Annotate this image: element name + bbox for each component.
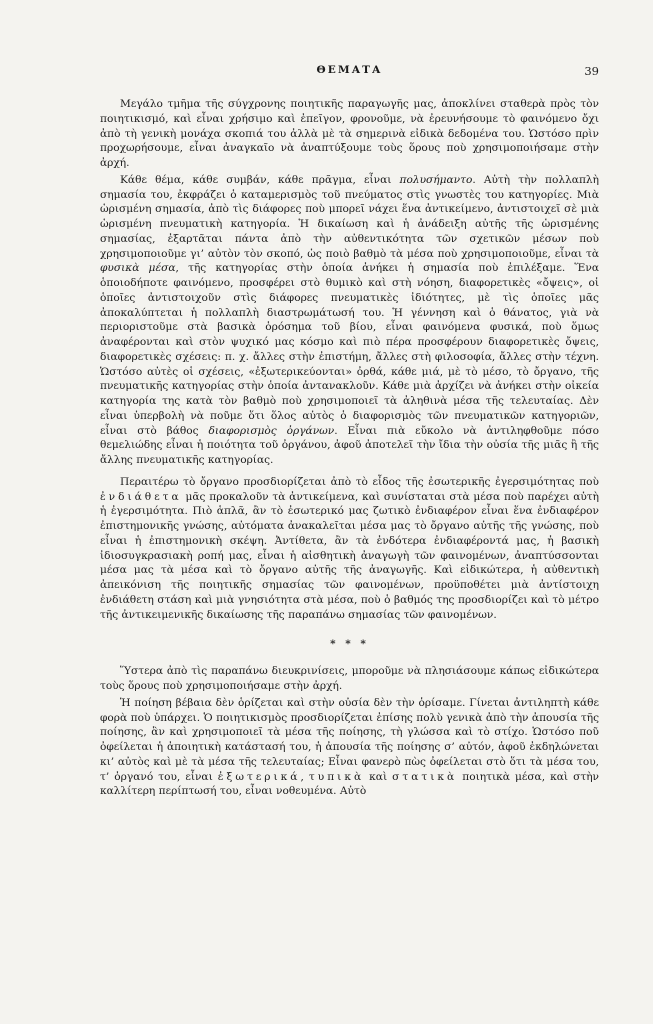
text-run: , τῆς κατηγορίας στὴν ὁποία ἀνήκει ἡ σημασία ποὺ ἐπιλέξαμε. Ἕνα ὁποιοδήποτε φαινόμενο, προσφέρει στὸ θυμικὸ καὶ στὴ νόηση, διαφορετικὲς «ὄψεις», οἱ ὁποῖες ἀντιστοιχοῦν στὶς διάφορες πνευματικὲς ἰδιότητες, μὲ τὶς ὁποῖες μᾶς ἀποκαλύπτεται ἡ πολλαπλὴ διαστρωμάτωσή του. Ἡ γέννηση καὶ ὁ θάνατος, γιὰ νὰ περιοριστοῦμε στὰ βασικὰ ὁρόσημα τοῦ βίου, εἶναι φαινόμενα φυσικά, ποὺ ὅμως ἀναφέρονται καὶ στὸν ψυχικό μας κόσμο καὶ πιὸ πέρα προσφέρουν διαφορετικὲς ὄψεις, διαφορετικὲς σχέσεις: π. χ. ἄλλες στὴν ἐπιστήμη, ἄλλες στὴ φιλοσοφία, ἄλλες στὴν τέχνη. Ὡστόσο αὐτὲς οἱ σχέσεις, «ἐξωτερικεύονται» ὀρθά, κάθε μιά, μὲ τὸ μέσο, τὸ ὄργανο, τῆς πνευματικῆς κατηγορίας στὴν ὁποία ἀντανακλοῦν. Κάθε μιὰ ἀρχίζει νὰ ἀνήκει στὴν οἰκεία κατηγορία της κατὰ τὸν βαθμὸ ποὺ χρησιμοποιεῖ τὰ ἀληθινὰ μέσα τῆς τελευταίας. Δὲν εἶναι ὑπερβολὴ νὰ ποῦμε ὅτι ὅλος αὐτὸς ὁ διαφορισμὸς τῶν πνευματικῶν κατηγοριῶν, εἶναι στὸ βάθος [100,262,599,437]
emphasis-differentiation-of-organs: διαφορισμὸς ὀργάνων [208,424,335,437]
page-header [100,64,599,80]
paragraph-organ [100,475,599,623]
text-run: μᾶς προκαλοῦν τὰ ἀντικείμενα, καὶ συνίσταται στὰ μέσα ποὺ παρέχει αὐτὴ ἡ ἐγερσιμότητα. Πιὸ ἁπλᾶ, ἂν τὸ ἐσωτερικό μας ζωτικὸ ἐνδιαφέρον εἶναι ἕνα ἐνδιαφέρον ἐπιστημονικῆς γνώσης, αὐτόματα ἀνακαλεῖται μέσα μας τὸ ὄργανο αὐτῆς τῆς γνώσης, ποὺ εἶναι ἡ ἐπιστημονικὴ σκέψη. Ἀντίθετα, ἂν τὰ ἐνδότερα ἐνδιαφέροντά μας, ἡ βασικὴ ἰδιοσυγκρασιακὴ ροπή μας, εἶναι ἡ αἰσθητικὴ ἀναγωγὴ τῶν φαινομένων, ἀναπτύσσονται μέσα μας τὰ μέσα καὶ τὸ ὄργανο αὐτῆς τῆς ἀναγωγῆς. Καὶ εἰδικώτερα, ἡ αὐθεντικὴ ἀπεικόνιση τῆς ποιητικῆς σημασίας τῶν φαινομένων, προϋποθέτει μιὰ ἀντίστοιχη ἐνδιάθετη στάση καὶ μιὰ γνησιότητα στὰ μέσα, ποὺ ὁ βαθμός της προσδιορίζει καὶ τὸ μέτρο τῆς ἀντικειμενικῆς δικαίωσης τῆς παραπάνω σημασίας τῶν φαινομένων. [100,490,599,621]
spaced-emphasis-external: ἐξωτερικά [217,770,301,783]
text-run: ποιητικὰ μέσα, καὶ στὴν καλλίτερη περίπτωσή του, εἶναι νοθευμένα. Αὐτὸ [100,770,599,798]
text-run: καὶ [364,770,393,783]
spaced-emphasis-static: στατικὰ [392,770,458,783]
text-run: . Εἶναι πιὰ εὔκολο νὰ ἀντιληφθοῦμε πόσο θεμελιώδης εἶναι ἡ ποιότητα τοῦ ὀργάνου, ἀφοῦ ἀποτελεῖ τὴν ἴδια τὴν οὐσία τῆς μιᾶς ἢ τῆς ἄλλης πνευματικῆς κατηγορίας. [100,424,599,466]
text-run: . Αὐτὴ τὴν πολλαπλὴ σημασία του, ἐκφράζει ὁ καταμερισμὸς τοῦ πνεύματος στὶς γνωστὲς του κατηγορίες. Μιὰ ὡρισμένη σημασία, ἀπὸ τὶς διάφορες ποὺ μπορεῖ νάχει ἕνα ἀντικείμενο, ἀντιστοιχεῖ σὲ μιὰ ὡρισμένη πνευματικὴ κατηγορία. Ἡ δικαίωση καὶ ἡ ἀνάδειξη αὐτῆς τῆς ὡρισμένης σημασίας, ἐξαρτᾶται πάντα ἀπὸ τὴν αὐθεντικότητα τῶν σχετικῶν μέσων ποὺ χρησιμοποιοῦμε γι’ αὐτὸν τὸν σκοπό, ὡς ποιὸ βαθμὸ τὰ μέσα ποὺ χρησιμοποιοῦμε, εἶναι τὰ [100,173,599,260]
paragraph-intro: Μεγάλο τμῆμα τῆς σύγχρονης ποιητικῆς παραγωγῆς μας, ἀποκλίνει σταθερὰ πρὸς τὸν ποιητικισμό, καὶ εἶναι χρήσιμο καὶ ἐπεῖγον, φρονοῦμε, νὰ ἐρευνήσουμε τὸ φαινόμενο ὄχι ἀπὸ τὴ γενικὴ μονάχα σκοπιά του ἀλλὰ μὲ τὰ σημερινὰ εἰδικὰ δεδομένα του. Ὡστόσο πρὶν προχωρήσουμε, εἶναι ἀναγκαῖο νὰ ἀναπτύξουμε τοὺς ὅρους ποὺ χρησιμοποιήσαμε στὴν ἀρχή. [100,98,599,169]
paragraph-clarifications: Ὕστερα ἀπὸ τὶς παραπάνω διευκρινίσεις, μποροῦμε νὰ πλησιάσουμε κάπως εἰδικώτερα τοὺς ὅρους ποὺ χρησιμοποιήσαμε στὴν ἀρχή. [100,665,599,692]
page-number: 39 [584,64,599,78]
section-separator: * * * [330,638,369,651]
paragraph-poetry-definition [100,696,599,799]
spaced-emphasis-formal: τυπικὰ [308,770,365,783]
text-run: , [300,770,309,783]
paragraph-polysemy [100,173,599,468]
page-body [100,97,599,799]
text-run: Περαιτέρω τὸ ὄργανο προσδιορίζεται ἀπὸ τὸ εἶδος τῆς ἐσωτερικῆς ἐγερσιμότητας ποὺ [120,475,599,488]
emphasis-natural-means: φυσικὰ μέσα [100,262,176,275]
emphasis-polysemantic: πολυσήμαντο [399,173,473,186]
running-title: ΘΕΜΑΤΑ [316,64,383,76]
text-run: Ἡ ποίηση βέβαια δὲν ὁρίζεται καὶ στὴν οὐσία δὲν τὴν ὁρίσαμε. Γίνεται ἀντιληπτὴ κάθε φορὰ ποὺ ὑπάρχει. Ὁ ποιητικισμὸς προσδιορίζεται ἐπίσης πολὺ γενικὰ ἀπὸ τὴν ἀπουσία τῆς ποίησης, ἂν καὶ χρησιμοποιεῖ τὰ μέσα τῆς ποίησης, τὴ γλώσσα καὶ τὸ στίχο. Ὡστόσο ποῦ ὀφείλεται ἡ ἀποιητικὴ κατάστασή του, ἡ ἀπουσία τῆς ποίησης σ’ αὐτόν, ἀφοῦ ἐκδηλώνεται κι’ αὐτὸς καὶ μὲ τὰ μέσα τῆς τελευταίας; Εἶναι φανερὸ πὼς ὀφείλεται στὸ ὅτι τὰ μέσα του, τ’ ὀργανό του, εἶναι [100,696,599,783]
spaced-emphasis-inner: ἐνδιάθετα [100,490,182,503]
text-run: Κάθε θέμα, κάθε συμβάν, κάθε πρᾶγμα, εἶναι [120,173,400,186]
